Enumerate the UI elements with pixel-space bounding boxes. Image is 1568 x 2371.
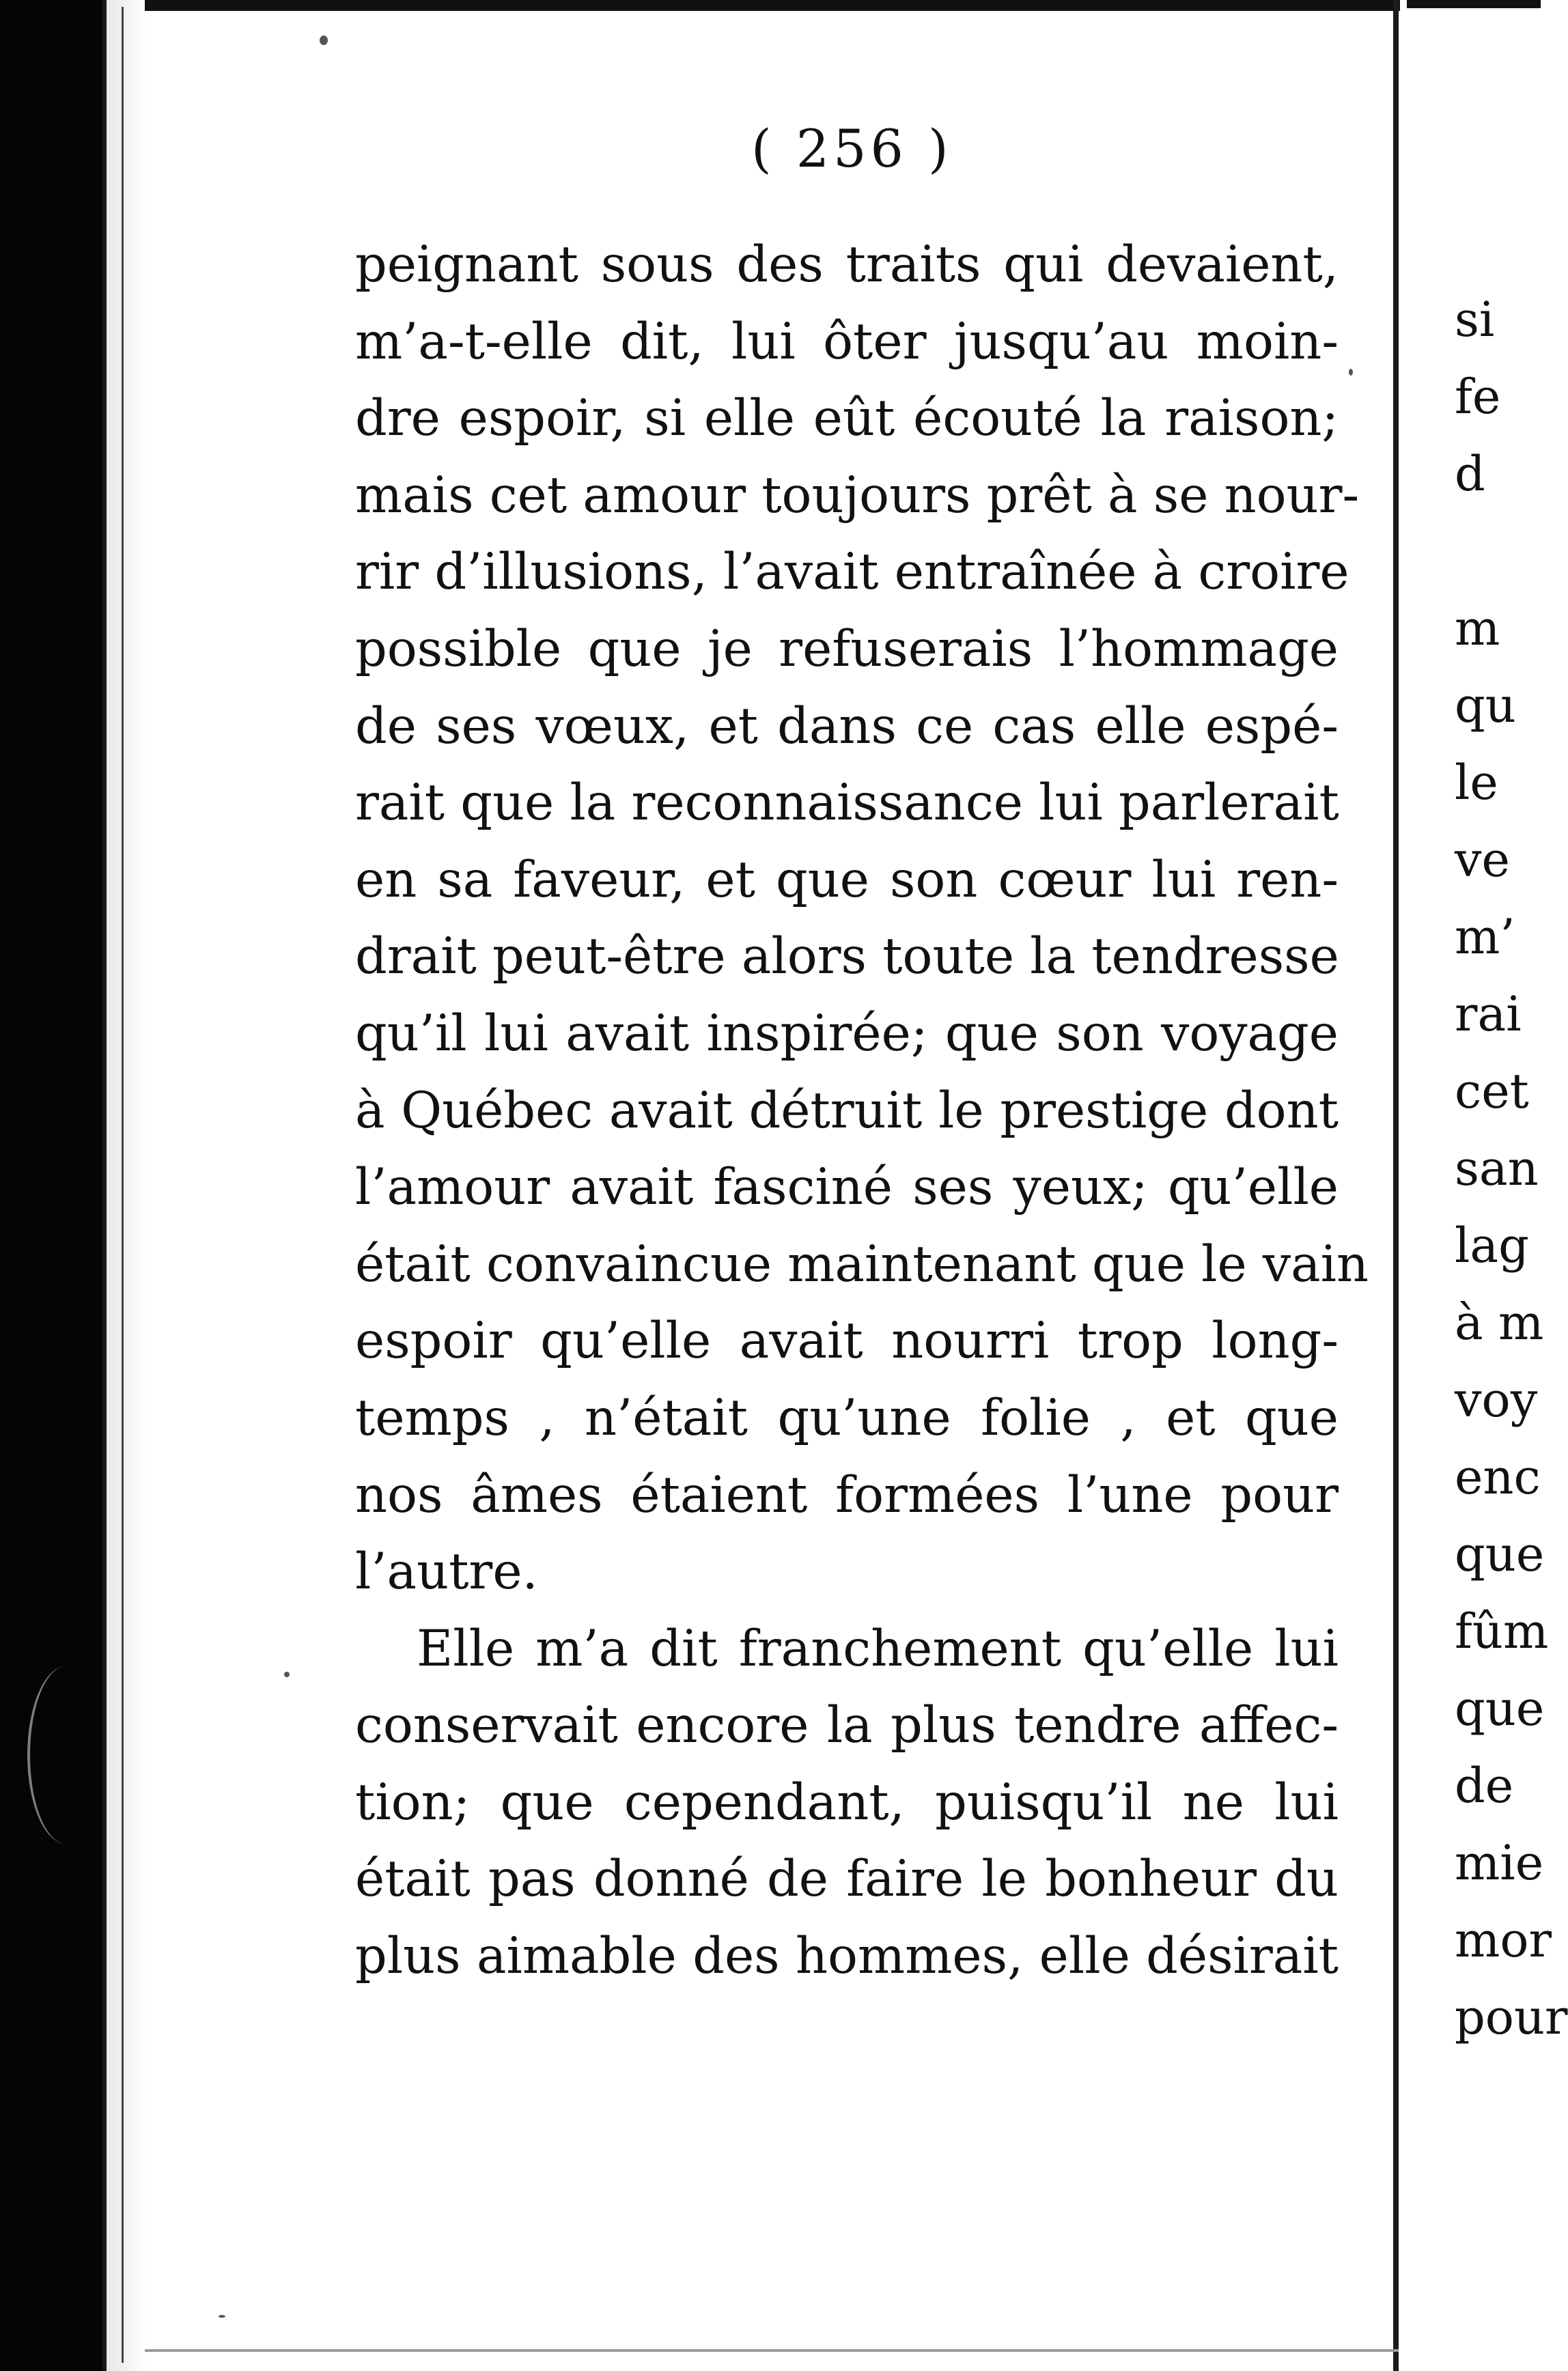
text-line: était convaincue maintenant que le vain: [355, 1235, 1369, 1293]
text-line: conservait encore la plus tendre affec-: [355, 1696, 1339, 1755]
facing-line: que: [1455, 1526, 1545, 1582]
text-line: temps , n’était qu’une folie , et que: [355, 1388, 1339, 1447]
facing-line: ve: [1455, 832, 1510, 888]
facing-line: de: [1455, 1758, 1514, 1814]
scan-speck: [1349, 369, 1353, 376]
scan-speck: [284, 1672, 290, 1677]
facing-line: si: [1455, 292, 1495, 348]
facing-line: qu: [1455, 677, 1516, 733]
facing-line: m’: [1455, 909, 1515, 965]
text-line: rir d’illusions, l’avait entraînée à croire: [355, 543, 1349, 602]
text-line: Elle m’a dit franchement qu’elle lui: [417, 1619, 1339, 1678]
text-line: possible que je refuserais l’hommage: [355, 619, 1339, 678]
body-text: [355, 227, 1369, 1995]
text-line: peignant sous des traits qui devaient,: [355, 236, 1339, 294]
text-line: à Québec avait détruit le prestige dont: [355, 1081, 1339, 1140]
facing-line: m: [1455, 600, 1500, 656]
facing-line: pour: [1455, 1989, 1568, 2045]
facing-line: rai: [1455, 986, 1522, 1042]
text-line: l’autre.: [355, 1543, 538, 1601]
facing-line: que: [1455, 1681, 1545, 1737]
facing-line: fûm: [1455, 1603, 1549, 1659]
facing-line: le: [1455, 755, 1498, 811]
text-line: nos âmes étaient formées l’une pour: [355, 1465, 1339, 1524]
facing-line: mie: [1455, 1835, 1544, 1891]
text-line: plus aimable des hommes, elle désirait: [355, 1927, 1339, 1986]
text-line: espoir qu’elle avait nourri trop long-: [355, 1312, 1339, 1371]
page-gutter-shadow: [1393, 0, 1399, 2371]
text-line: en sa faveur, et que son cœur lui ren-: [355, 850, 1339, 909]
facing-line: mor: [1455, 1912, 1552, 1968]
scan-speck: [320, 36, 328, 45]
text-line: de ses vœux, et dans ce cas elle espé-: [355, 697, 1339, 755]
page-bottom-edge: [145, 2349, 1399, 2352]
facing-line: san: [1455, 1140, 1539, 1196]
book-spine: [102, 0, 148, 2371]
scan-dark-margin: [0, 0, 102, 2371]
scan-edge-mark: [27, 1666, 105, 1844]
facing-line: d: [1455, 446, 1485, 502]
facing-line: fe: [1455, 369, 1501, 425]
facing-page-text: [1455, 281, 1568, 2056]
facing-line: voy: [1455, 1372, 1538, 1428]
text-line: m’a-t-elle dit, lui ôter jusqu’au moin-: [355, 312, 1339, 371]
text-line: mais cet amour toujours prêt à se nour-: [355, 466, 1360, 524]
text-line: qu’il lui avait inspirée; que son voyage: [355, 1004, 1339, 1063]
text-line: était pas donné de faire le bonheur du: [355, 1850, 1339, 1909]
facing-page: [1407, 0, 1568, 2371]
text-line: dre espoir, si elle eût écouté la raison;: [355, 389, 1339, 448]
facing-line: cet: [1455, 1063, 1529, 1119]
scan-speck: [219, 2315, 225, 2318]
text-line: drait peut-être alors toute la tendresse: [355, 927, 1339, 986]
page-number: ( 256 ): [751, 118, 953, 179]
spine-fold-line: [122, 7, 124, 2363]
facing-line: enc: [1455, 1449, 1541, 1505]
text-line: rait que la reconnaissance lui parlerait: [355, 774, 1339, 832]
facing-line: à m: [1455, 1295, 1544, 1351]
text-line: l’amour avait fasciné ses yeux; qu’elle: [355, 1158, 1339, 1217]
text-line: tion; que cependant, puisqu’il ne lui: [355, 1773, 1339, 1832]
facing-line: lag: [1455, 1218, 1529, 1274]
paragraph-1: [355, 227, 1369, 1611]
paragraph-2: [355, 1611, 1339, 1995]
